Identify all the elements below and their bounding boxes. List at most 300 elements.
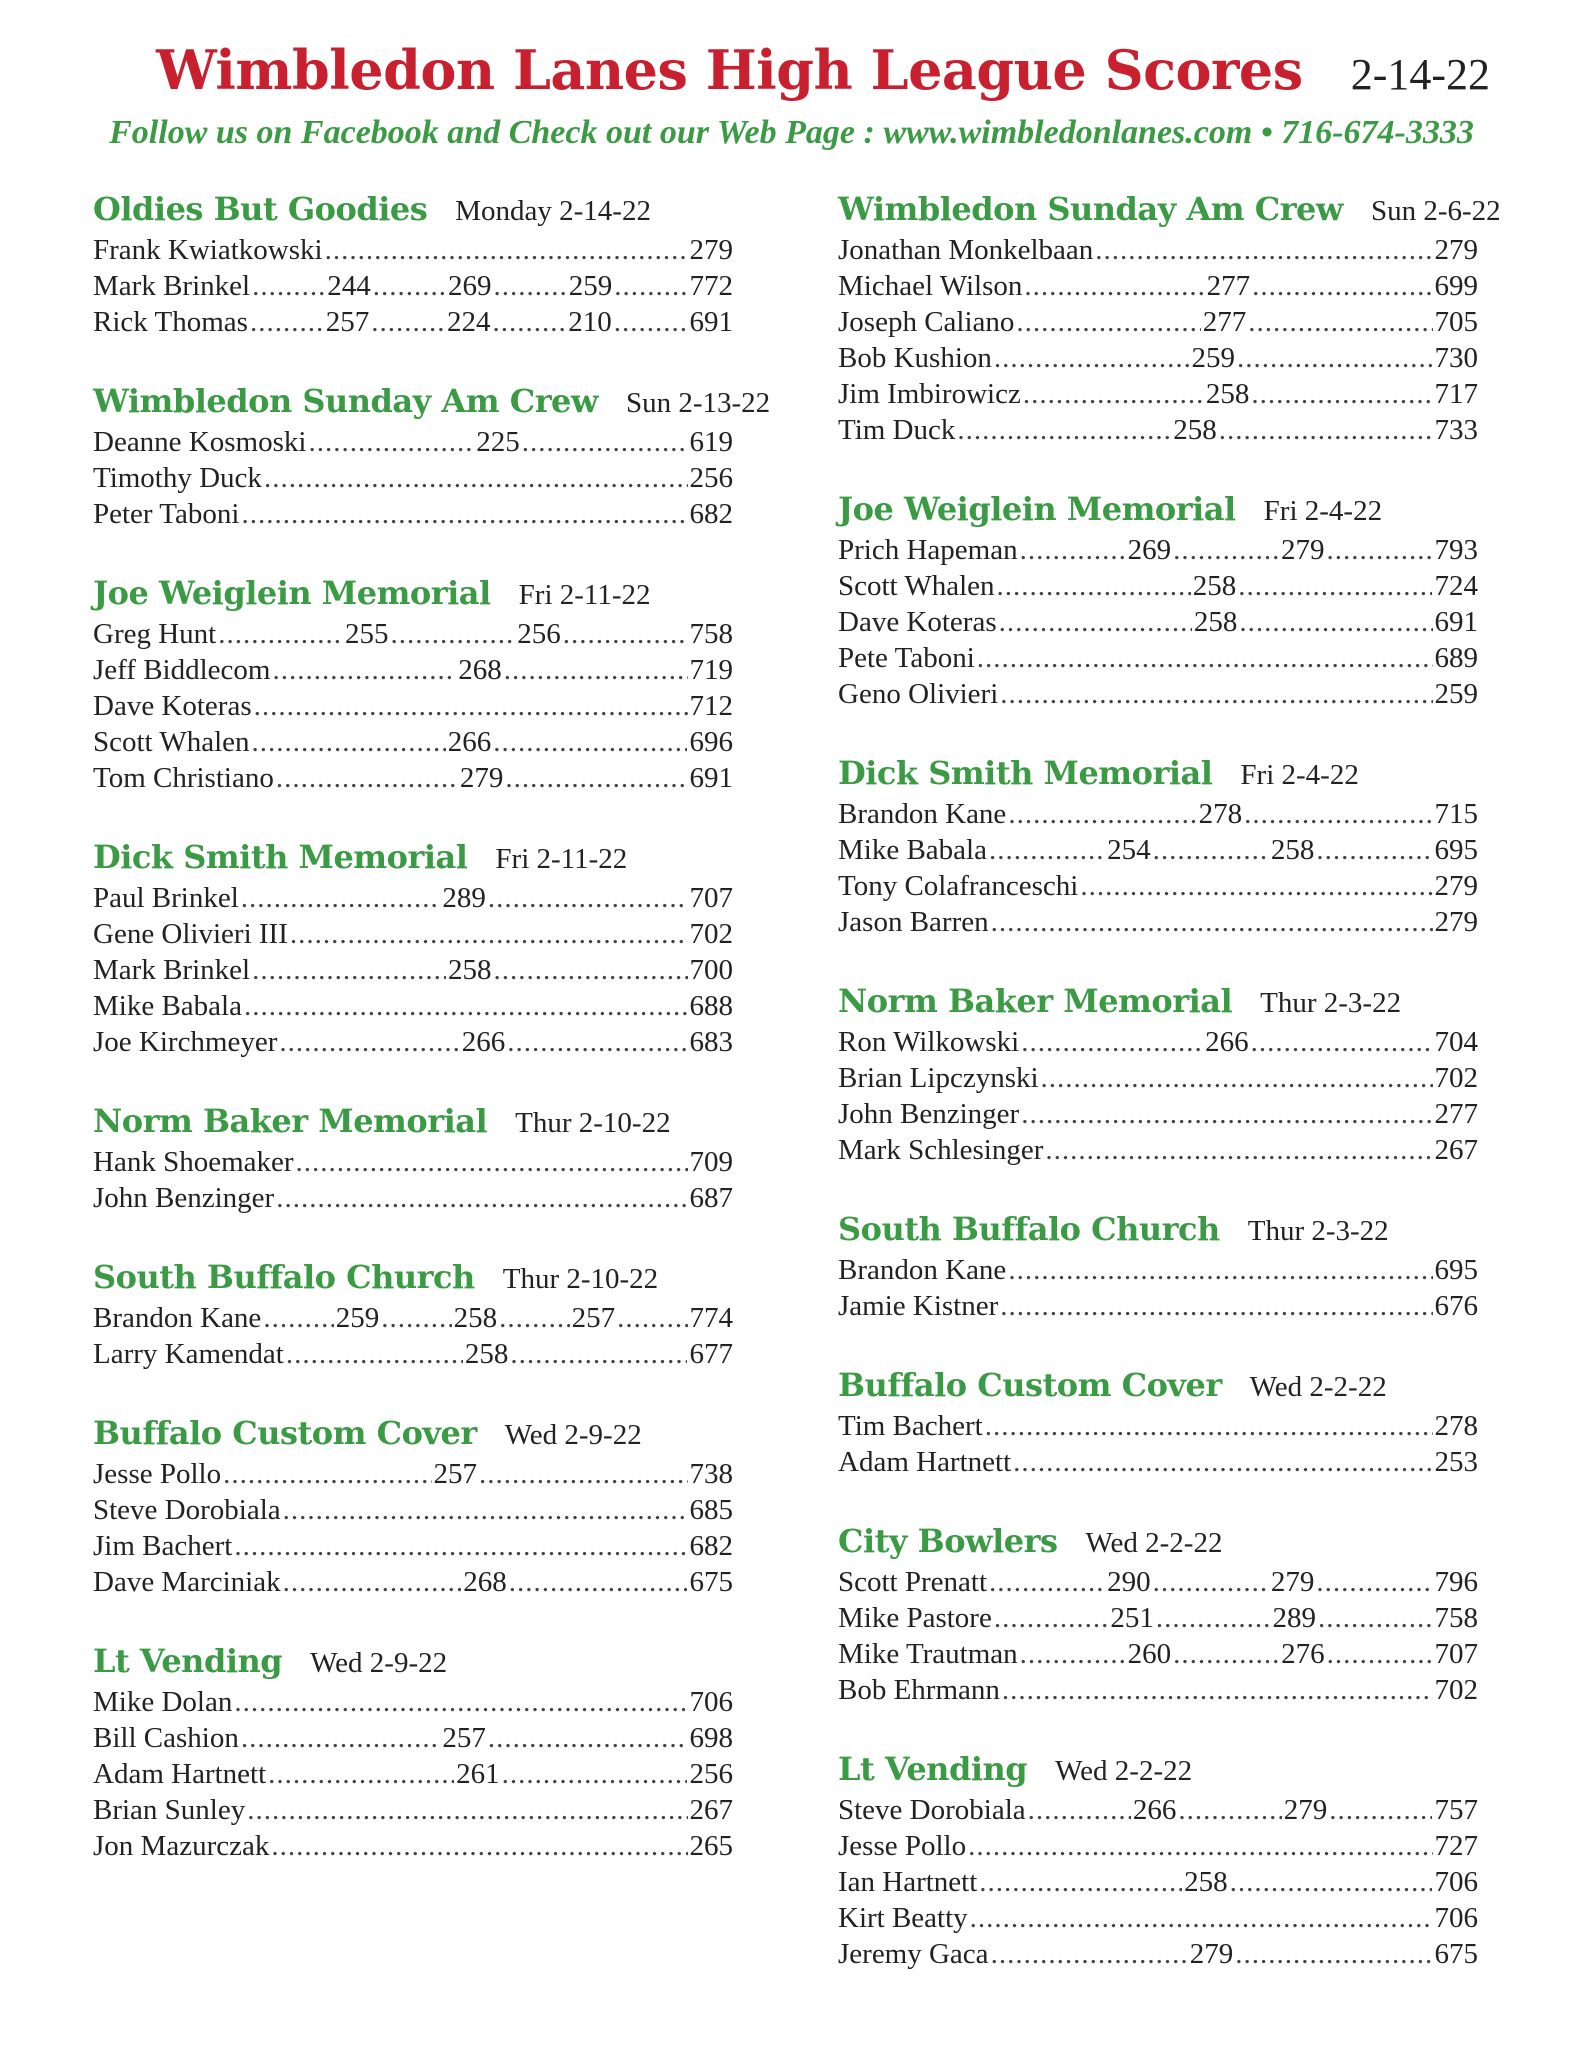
bowler-name: Adam Hartnett: [93, 1758, 267, 1790]
dot-leader: [241, 1722, 441, 1755]
bowler-name: Michael Wilson: [838, 270, 1023, 302]
dot-leader: [283, 1494, 688, 1527]
league-date: Wed 2-2-22: [1249, 1371, 1387, 1403]
dot-leader: [507, 1026, 687, 1059]
league-name: South Buffalo Church: [838, 1210, 1220, 1248]
dot-leader: [1173, 534, 1279, 567]
league-name: Dick Smith Memorial: [838, 754, 1213, 792]
league-name: Joe Weiglein Memorial: [93, 574, 491, 612]
score-row: [93, 1758, 733, 1794]
score-value: 279: [689, 234, 733, 266]
score-value: 258: [453, 1302, 498, 1334]
league-name: Buffalo Custom Cover: [93, 1414, 477, 1452]
dot-leader: [1327, 1638, 1433, 1671]
score-row: [93, 1830, 733, 1866]
bowler-name: Mike Babala: [93, 990, 242, 1022]
bowler-name: Mark Brinkel: [93, 270, 251, 302]
score-value: 276: [1281, 1638, 1325, 1670]
score-row: [838, 1674, 1478, 1710]
league-name: Dick Smith Memorial: [93, 838, 468, 876]
score-row: [93, 1686, 733, 1722]
score-value: 279: [1434, 870, 1478, 902]
league-header: [838, 190, 1501, 234]
dot-leader: [968, 1830, 1432, 1863]
league-name: Wimbledon Sunday Am Crew: [838, 190, 1343, 228]
score-value: 257: [325, 306, 370, 338]
bowler-name: Peter Taboni: [93, 498, 240, 530]
bowler-name: Hank Shoemaker: [93, 1146, 294, 1178]
score-value: 257: [442, 1722, 486, 1754]
score-value: 277: [1206, 270, 1251, 302]
league-section: [838, 190, 1501, 450]
score-value: 278: [1434, 1410, 1478, 1442]
bowler-name: Geno Olivieri: [838, 678, 999, 710]
dot-leader: [1251, 1026, 1433, 1059]
bowler-name: Mike Trautman: [838, 1638, 1018, 1670]
bowler-name: Rick Thomas: [93, 306, 248, 338]
score-row: [93, 1026, 733, 1062]
score-value: 268: [458, 654, 502, 686]
league-date: Wed 2-9-22: [504, 1419, 642, 1451]
score-value: 253: [1434, 1446, 1478, 1478]
dot-leader: [308, 426, 474, 459]
score-value: 695: [1434, 834, 1478, 866]
score-row: [93, 1146, 733, 1182]
dot-leader: [999, 606, 1192, 639]
score-value: 675: [1434, 1938, 1478, 1970]
league-date: Thur 2-3-22: [1247, 1215, 1389, 1247]
dot-leader: [1237, 342, 1433, 375]
dot-leader: [279, 1026, 459, 1059]
dot-leader: [1008, 798, 1196, 831]
score-value: 259: [335, 1302, 380, 1334]
score-value: 730: [1434, 342, 1478, 374]
bowler-name: Greg Hunt: [93, 618, 217, 650]
league-header: [838, 490, 1478, 534]
score-value: 727: [1434, 1830, 1478, 1862]
bowler-name: Jamie Kistner: [838, 1290, 999, 1322]
score-row: [93, 306, 733, 342]
bowler-name: Scott Whalen: [93, 726, 250, 758]
score-row: [838, 1566, 1478, 1602]
dot-leader: [276, 1182, 687, 1215]
dot-leader: [505, 762, 687, 795]
score-value: 279: [1434, 234, 1478, 266]
score-value: 706: [689, 1686, 733, 1718]
contact-subtitle: Follow us on Facebook and Check out our Web Page : www.wimbledonlanes.com • 716-674-3333: [109, 114, 1474, 151]
dot-leader: [1020, 534, 1126, 567]
score-row: [93, 1794, 733, 1830]
dot-leader: [223, 1458, 431, 1491]
league-header: [93, 1642, 733, 1686]
dot-leader: [1244, 798, 1432, 831]
score-row: [93, 426, 733, 462]
bowler-name: Brandon Kane: [838, 798, 1007, 830]
score-row: [93, 234, 733, 270]
dot-leader: [1238, 570, 1432, 603]
bowler-name: Brandon Kane: [93, 1302, 262, 1334]
score-value: 266: [1132, 1794, 1177, 1826]
score-value: 758: [689, 618, 733, 650]
score-value: 712: [689, 690, 733, 722]
league-section: [93, 1642, 733, 1866]
bowler-name: Jeff Biddlecom: [93, 654, 271, 686]
score-row: [93, 654, 733, 690]
league-name: Norm Baker Memorial: [838, 982, 1233, 1020]
bowler-name: Jesse Pollo: [838, 1830, 967, 1862]
score-value: 700: [689, 954, 733, 986]
bowler-name: Tim Duck: [838, 414, 956, 446]
league-header: [838, 1750, 1478, 1794]
bowler-name: Mike Pastore: [838, 1602, 992, 1634]
dot-leader: [276, 762, 458, 795]
score-row: [838, 306, 1478, 342]
score-row: [838, 1254, 1478, 1290]
score-row: [93, 1494, 733, 1530]
bowler-name: Dave Koteras: [838, 606, 997, 638]
dot-leader: [1041, 1062, 1433, 1095]
score-value: 682: [689, 1530, 733, 1562]
dot-leader: [381, 1302, 451, 1335]
league-date: Sun 2-13-22: [625, 387, 771, 419]
bowler-name: Dave Koteras: [93, 690, 252, 722]
score-value: 258: [464, 1338, 509, 1370]
dot-leader: [1156, 1602, 1271, 1635]
score-value: 691: [1434, 606, 1478, 638]
bowler-name: Brian Lipczynski: [838, 1062, 1039, 1094]
bowler-name: Jim Imbirowicz: [838, 378, 1021, 410]
score-value: 267: [1434, 1134, 1478, 1166]
league-date: Fri 2-4-22: [1240, 759, 1359, 791]
score-row: [93, 1458, 733, 1494]
score-value: 277: [1202, 306, 1247, 338]
score-value: 258: [448, 954, 492, 986]
score-value: 277: [1434, 1098, 1478, 1130]
score-row: [93, 1530, 733, 1566]
bowler-name: Mike Dolan: [93, 1686, 233, 1718]
dot-leader: [286, 1338, 463, 1371]
league-section: [93, 574, 733, 798]
league-section: [93, 1414, 733, 1602]
bowler-name: Brian Sunley: [93, 1794, 246, 1826]
bowler-name: Scott Prenatt: [838, 1566, 988, 1598]
dot-leader: [1016, 306, 1200, 339]
league-header: [93, 1414, 733, 1458]
league-date: Thur 2-3-22: [1260, 987, 1402, 1019]
score-value: 796: [1434, 1566, 1478, 1598]
dot-leader: [991, 906, 1433, 939]
dot-leader: [985, 1410, 1433, 1443]
league-header: [93, 1258, 733, 1302]
dot-leader: [234, 1686, 687, 1719]
score-value: 251: [1110, 1602, 1154, 1634]
score-value: 774: [689, 1302, 733, 1334]
dot-leader: [371, 306, 445, 339]
dot-leader: [1045, 1134, 1432, 1167]
score-value: 225: [476, 426, 520, 458]
score-row: [838, 870, 1478, 906]
league-name: Lt Vending: [93, 1642, 283, 1680]
score-row: [93, 954, 733, 990]
score-value: 268: [463, 1566, 507, 1598]
score-value: 699: [1434, 270, 1478, 302]
bowler-name: Dave Marciniak: [93, 1566, 281, 1598]
bowler-name: Tom Christiano: [93, 762, 274, 794]
league-header: [838, 982, 1478, 1026]
dot-leader: [1021, 1098, 1432, 1131]
dot-leader: [290, 918, 688, 951]
league-section: [838, 1750, 1478, 1974]
bowler-name: Larry Kamendat: [93, 1338, 284, 1370]
dot-leader: [479, 1458, 687, 1491]
score-row: [838, 1830, 1478, 1866]
league-date: Thur 2-10-22: [502, 1263, 659, 1295]
bowler-name: Jesse Pollo: [93, 1458, 222, 1490]
dot-leader: [499, 1302, 569, 1335]
score-value: 261: [456, 1758, 500, 1790]
dot-leader: [1020, 1638, 1126, 1671]
dot-leader: [252, 270, 325, 303]
score-value: 691: [689, 762, 733, 794]
score-row: [838, 1638, 1478, 1674]
dot-leader: [488, 882, 688, 915]
score-row: [838, 678, 1478, 714]
score-value: 689: [1434, 642, 1478, 674]
score-value: 702: [1434, 1674, 1478, 1706]
dot-leader: [1000, 1290, 1432, 1323]
score-value: 258: [1173, 414, 1217, 446]
league-header: [93, 190, 733, 234]
score-value: 706: [1434, 1866, 1478, 1898]
score-row: [838, 1290, 1478, 1326]
dot-leader: [1329, 1794, 1432, 1827]
league-header: [93, 838, 733, 882]
score-row: [93, 1302, 733, 1338]
score-row: [93, 990, 733, 1026]
league-name: Lt Vending: [838, 1750, 1028, 1788]
bowler-name: Jonathan Monkelbaan: [838, 234, 1094, 266]
score-row: [838, 906, 1478, 942]
report-date: 2-14-22: [1350, 50, 1490, 99]
league-section: [93, 1258, 733, 1374]
score-value: 706: [1434, 1902, 1478, 1934]
score-value: 717: [1434, 378, 1478, 410]
league-date: Fri 2-11-22: [518, 579, 651, 611]
dot-leader: [970, 1902, 1433, 1935]
score-value: 733: [1434, 414, 1478, 446]
score-value: 696: [689, 726, 733, 758]
dot-leader: [325, 234, 688, 267]
score-value: 259: [1191, 342, 1235, 374]
score-row: [93, 462, 733, 498]
dot-leader: [994, 1602, 1109, 1635]
bowler-name: Jim Bachert: [93, 1530, 233, 1562]
score-value: 256: [517, 618, 561, 650]
score-value: 698: [689, 1722, 733, 1754]
dot-leader: [1023, 378, 1204, 411]
score-value: 676: [1434, 1290, 1478, 1322]
score-row: [93, 726, 733, 762]
dot-leader: [296, 1146, 688, 1179]
score-row: [838, 606, 1478, 642]
score-value: 259: [1434, 678, 1478, 710]
score-value: 758: [1434, 1602, 1478, 1634]
dot-leader: [241, 882, 441, 915]
score-row: [93, 1182, 733, 1218]
league-date: Wed 2-2-22: [1055, 1755, 1193, 1787]
dot-leader: [272, 654, 456, 687]
score-value: 255: [344, 618, 389, 650]
dot-leader: [247, 1794, 687, 1827]
dot-leader: [504, 654, 688, 687]
score-value: 279: [1434, 906, 1478, 938]
score-value: 724: [1434, 570, 1478, 602]
bowler-name: Steve Dorobiala: [838, 1794, 1026, 1826]
dot-leader: [522, 426, 688, 459]
league-section: [838, 1366, 1478, 1482]
dot-leader: [991, 1938, 1188, 1971]
dot-leader: [1008, 1254, 1432, 1287]
league-section: [838, 982, 1478, 1170]
dot-leader: [252, 726, 446, 759]
score-row: [838, 1410, 1478, 1446]
dot-leader: [1248, 306, 1432, 339]
score-value: 705: [1434, 306, 1478, 338]
score-row: [838, 342, 1478, 378]
league-date: Wed 2-9-22: [310, 1647, 448, 1679]
score-row: [838, 1602, 1478, 1638]
dot-leader: [271, 1830, 687, 1863]
score-value: 289: [1272, 1602, 1316, 1634]
league-name: Buffalo Custom Cover: [838, 1366, 1222, 1404]
bowler-name: Scott Whalen: [838, 570, 995, 602]
league-section: [838, 490, 1478, 714]
score-value: 677: [689, 1338, 733, 1370]
dot-leader: [1318, 1602, 1433, 1635]
score-row: [93, 270, 733, 306]
league-header: [93, 1102, 733, 1146]
bowler-name: Ron Wilkowski: [838, 1026, 1020, 1058]
score-value: 793: [1434, 534, 1478, 566]
bowler-name: Tony Colafranceschi: [838, 870, 1079, 902]
score-row: [838, 798, 1478, 834]
league-header: [93, 574, 733, 618]
score-row: [838, 534, 1478, 570]
score-value: 715: [1434, 798, 1478, 830]
league-section: [838, 1522, 1478, 1710]
score-value: 683: [689, 1026, 733, 1058]
score-value: 265: [689, 1830, 733, 1862]
dot-leader: [1153, 834, 1269, 867]
score-value: 688: [689, 990, 733, 1022]
dot-leader: [283, 1566, 462, 1599]
dot-leader: [614, 270, 687, 303]
dot-leader: [1327, 534, 1433, 567]
score-value: 266: [1205, 1026, 1249, 1058]
score-row: [93, 1722, 733, 1758]
score-value: 266: [461, 1026, 506, 1058]
dot-leader: [977, 642, 1433, 675]
score-value: 707: [1434, 1638, 1479, 1670]
league-name: City Bowlers: [838, 1522, 1058, 1560]
bowler-name: Bob Ehrmann: [838, 1674, 1000, 1706]
bowler-name: Pete Taboni: [838, 642, 975, 674]
dot-leader: [250, 306, 324, 339]
dot-leader: [1153, 1566, 1269, 1599]
score-value: 695: [1434, 1254, 1478, 1286]
dot-leader: [997, 570, 1191, 603]
score-row: [838, 270, 1478, 306]
right-column: [838, 190, 1501, 2014]
dot-leader: [617, 1302, 687, 1335]
dot-leader: [1173, 1638, 1279, 1671]
score-value: 258: [1205, 378, 1250, 410]
league-section: [93, 382, 771, 534]
score-value: 256: [689, 1758, 733, 1790]
bowler-name: Joseph Caliano: [838, 306, 1015, 338]
score-value: 702: [689, 918, 733, 950]
score-value: 289: [442, 882, 486, 914]
dot-leader: [252, 954, 446, 987]
score-value: 279: [459, 762, 504, 794]
dot-leader: [244, 990, 688, 1023]
score-row: [93, 882, 733, 918]
dot-leader: [989, 834, 1105, 867]
score-row: [838, 1938, 1478, 1974]
bowler-name: Bob Kushion: [838, 342, 992, 374]
score-value: 691: [689, 306, 733, 338]
dot-leader: [1080, 870, 1432, 903]
score-value: 267: [689, 1794, 733, 1826]
league-section: [93, 838, 733, 1062]
league-name: South Buffalo Church: [93, 1258, 475, 1296]
score-value: 682: [689, 498, 733, 530]
league-name: Joe Weiglein Memorial: [838, 490, 1236, 528]
score-value: 269: [1127, 534, 1172, 566]
dot-leader: [1235, 1938, 1432, 1971]
league-date: Fri 2-4-22: [1263, 495, 1383, 527]
score-value: 258: [1192, 570, 1237, 602]
score-row: [838, 414, 1478, 450]
league-date: Wed 2-2-22: [1085, 1527, 1223, 1559]
score-value: 256: [689, 462, 733, 494]
score-value: 210: [568, 306, 612, 338]
bowler-name: Ian Hartnett: [838, 1866, 978, 1898]
score-row: [838, 1446, 1478, 1482]
score-value: 675: [689, 1566, 733, 1598]
score-row: [838, 1026, 1478, 1062]
dot-leader: [979, 1866, 1182, 1899]
score-row: [838, 1866, 1478, 1902]
score-row: [838, 1794, 1478, 1830]
score-value: 260: [1127, 1638, 1172, 1670]
dot-leader: [492, 306, 566, 339]
league-section: [93, 190, 733, 342]
score-row: [93, 498, 733, 534]
score-row: [838, 570, 1478, 606]
league-name: Wimbledon Sunday Am Crew: [93, 382, 598, 420]
score-value: 704: [1434, 1026, 1478, 1058]
score-value: 257: [571, 1302, 616, 1334]
score-value: 279: [1283, 1794, 1328, 1826]
dot-leader: [1230, 1866, 1433, 1899]
league-section: [838, 1210, 1478, 1326]
score-row: [838, 1098, 1478, 1134]
score-value: 258: [1193, 606, 1238, 638]
bowler-name: Paul Brinkel: [93, 882, 239, 914]
score-row: [838, 1134, 1478, 1170]
score-value: 269: [448, 270, 492, 302]
